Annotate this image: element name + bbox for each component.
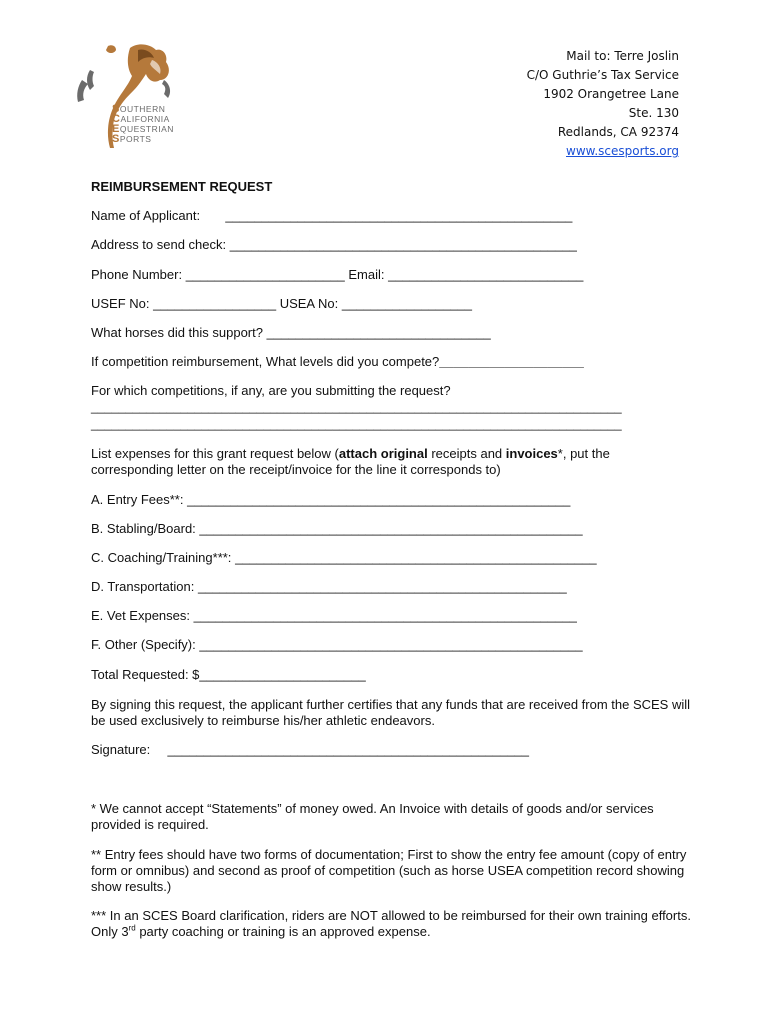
competitions-field-1[interactable]: _____________________________________________________________________________ bbox=[91, 400, 622, 414]
signature-row bbox=[91, 742, 529, 757]
logo-line-1: SOUTHERN bbox=[112, 103, 166, 115]
phone-email-row bbox=[91, 267, 583, 282]
stabling-label: B. Stabling/Board: bbox=[91, 521, 196, 536]
entry-fees-label: A. Entry Fees**: bbox=[91, 492, 184, 507]
usef-label: USEF No: bbox=[91, 296, 150, 311]
name-row bbox=[91, 208, 572, 223]
name-field[interactable]: ________________________________________________ bbox=[225, 208, 573, 223]
levels-row bbox=[91, 354, 584, 369]
stabling-field[interactable]: _____________________________________________________ bbox=[199, 521, 583, 536]
form-title: REIMBURSEMENT REQUEST bbox=[91, 179, 273, 194]
horses-row bbox=[91, 325, 491, 340]
horses-label: What horses did this support? bbox=[91, 325, 263, 340]
logo-line-2: CALIFORNIA bbox=[112, 113, 170, 125]
stabling-row bbox=[91, 521, 583, 536]
address-line-2: C/O Guthrie’s Tax Service bbox=[526, 68, 679, 82]
expenses-intro: List expenses for this grant request below (attach original receipts and invoices*, put the corresponding letter on the receipt/invoice for the line it corresponds to) bbox=[91, 446, 610, 477]
transport-label: D. Transportation: bbox=[91, 579, 195, 594]
levels-label: If competition reimbursement, What levels did you compete? bbox=[91, 354, 440, 369]
competitions-label: For which competitions, if any, are you submitting the request? bbox=[91, 383, 451, 398]
name-label: Name of Applicant: bbox=[91, 208, 201, 223]
logo-wordmark bbox=[112, 104, 174, 144]
total-label: Total Requested: $ bbox=[91, 667, 200, 682]
other-label: F. Other (Specify): bbox=[91, 637, 196, 652]
ordinal-superscript: rd bbox=[128, 923, 136, 933]
signature-field[interactable]: __________________________________________________ bbox=[167, 742, 530, 757]
address-row bbox=[91, 237, 577, 252]
entry-fees-row bbox=[91, 492, 570, 507]
vet-field[interactable]: _____________________________________________________ bbox=[193, 608, 577, 623]
entry-fees-field[interactable]: _____________________________________________________ bbox=[187, 492, 571, 507]
certification-text: By signing this request, the applicant further certifies that any funds that are received from the SCES will be used exclusively to reimburse his/her athletic endeavors. bbox=[91, 697, 691, 728]
other-row bbox=[91, 637, 583, 652]
attach-original-emphasis: attach original bbox=[338, 446, 428, 461]
transport-field[interactable]: ___________________________________________________ bbox=[197, 579, 567, 594]
address-line-4: Ste. 130 bbox=[628, 106, 679, 120]
footnote-3: *** In an SCES Board clarification, riders are NOT allowed to be reimbursed for their own training efforts. Only 3rd party coaching or training is an approved expense. bbox=[91, 908, 691, 939]
horses-field[interactable]: _______________________________ bbox=[266, 325, 491, 340]
email-label: Email: bbox=[348, 267, 385, 282]
phone-field[interactable]: ______________________ bbox=[185, 267, 345, 282]
usef-field[interactable]: _________________ bbox=[153, 296, 277, 311]
coaching-field[interactable]: __________________________________________________ bbox=[235, 550, 597, 565]
address-line-1: Mail to: Terre Joslin bbox=[566, 49, 679, 63]
total-row bbox=[91, 667, 366, 682]
usea-label: USEA No: bbox=[279, 296, 339, 311]
other-field[interactable]: _____________________________________________________ bbox=[199, 637, 583, 652]
invoices-emphasis: invoices bbox=[505, 446, 558, 461]
usea-field[interactable]: __________________ bbox=[341, 296, 472, 311]
address-line-3: 1902 Orangetree Lane bbox=[543, 87, 679, 101]
mailing-address bbox=[527, 47, 679, 161]
usef-usea-row bbox=[91, 296, 472, 311]
coaching-row bbox=[91, 550, 597, 565]
competitions-field-2[interactable]: _____________________________________________________________________________ bbox=[91, 417, 622, 431]
levels-field[interactable]: ____________________ bbox=[439, 354, 584, 369]
address-field[interactable]: ________________________________________________ bbox=[229, 237, 577, 252]
logo-line-4: SPORTS bbox=[112, 133, 152, 145]
phone-label: Phone Number: bbox=[91, 267, 183, 282]
address-label: Address to send check: bbox=[91, 237, 227, 252]
email-field[interactable]: ___________________________ bbox=[388, 267, 584, 282]
address-line-5: Redlands, CA 92374 bbox=[557, 125, 679, 139]
vet-label: E. Vet Expenses: bbox=[91, 608, 191, 623]
footnote-2: ** Entry fees should have two forms of documentation; First to show the entry fee amount (copy of entry form or omnibus) and second as proof of competition (such as horse USEA competition record showing show results.) bbox=[91, 847, 687, 894]
coaching-label: C. Coaching/Training***: bbox=[91, 550, 232, 565]
total-field[interactable]: _______________________ bbox=[199, 667, 366, 682]
signature-label: Signature: bbox=[91, 742, 151, 757]
logo-line-3: EQUESTRIAN bbox=[112, 123, 174, 135]
vet-row bbox=[91, 608, 577, 623]
transport-row bbox=[91, 579, 567, 594]
footnote-1: * We cannot accept “Statements” of money owed. An Invoice with details of goods and/or services provided is required. bbox=[91, 801, 654, 832]
website-link[interactable]: www.scesports.org bbox=[566, 144, 679, 158]
